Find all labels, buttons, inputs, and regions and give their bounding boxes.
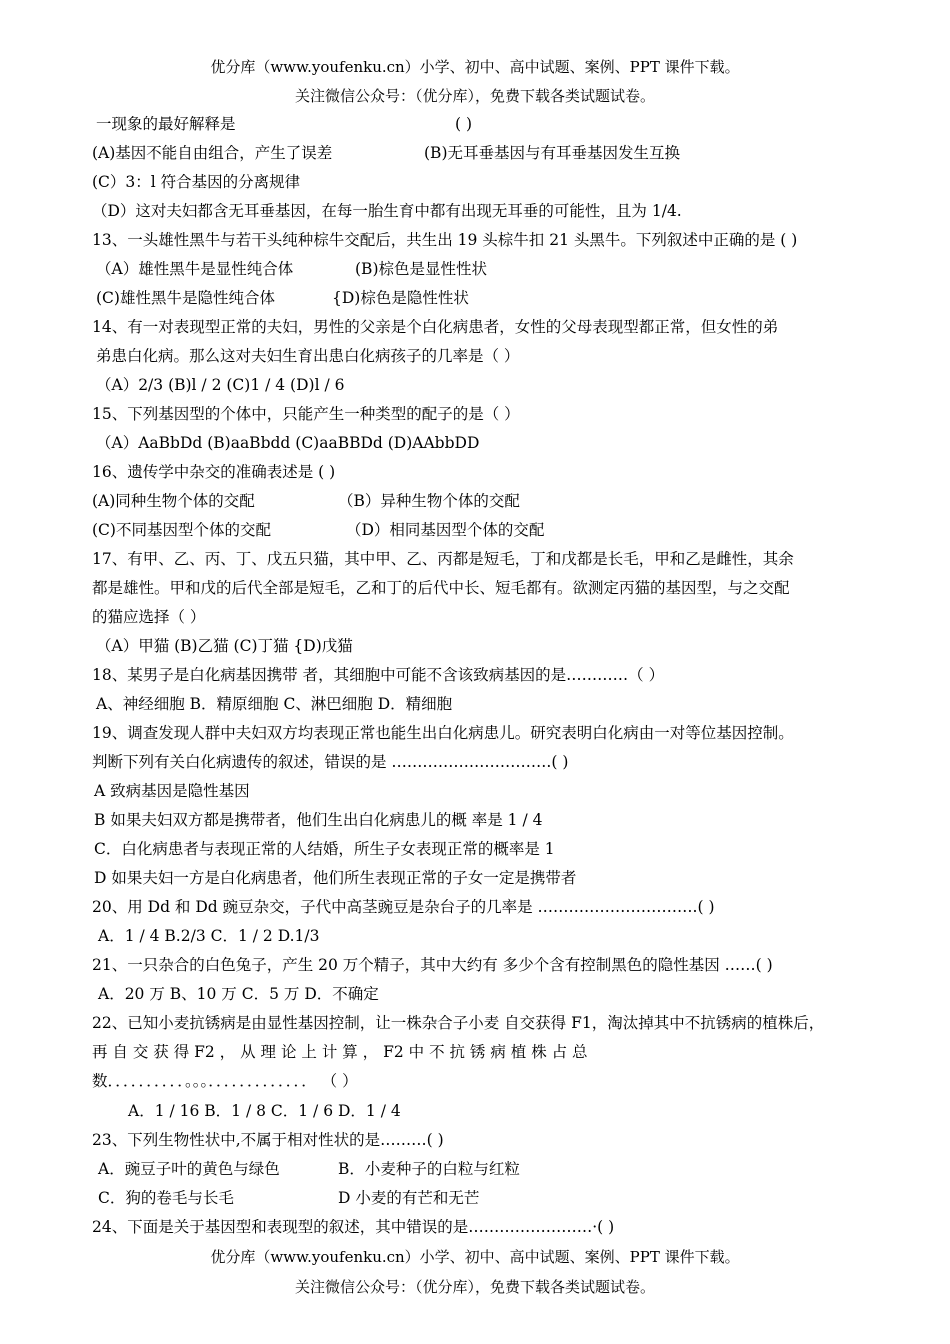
q12-option-b: (B)无耳垂基因与有耳垂基因发生互换 bbox=[424, 144, 680, 162]
q20-options: A．1 / 4 B.2/3 C．1 / 2 D.1/3 bbox=[98, 927, 320, 945]
q22-stem-line-2: 再 自 交 获 得 F2 ， 从 理 论 上 计 算 ， F2 中 不 抗 锈 病 植 株 占 总 bbox=[92, 1043, 588, 1061]
q15-stem: 15、下列基因型的个体中，只能产生一种类型的配子的是（ ） bbox=[92, 405, 520, 423]
q14-options: （A）2/3 (B)l / 2 (C)1 / 4 (D)l / 6 bbox=[96, 376, 345, 394]
q15-options: （A）AaBbDd (B)aaBbdd (C)aaBBDd (D)AAbbDD bbox=[96, 434, 480, 452]
q23-option-c: C．狗的卷毛与长毛 bbox=[98, 1189, 234, 1207]
q14-stem-line-2: 弟患白化病。那么这对夫妇生育出患白化病孩子的几率是（ ） bbox=[96, 347, 520, 365]
q22-options: A．1 / 16 B．1 / 8 C．1 / 6 D．1 / 4 bbox=[128, 1102, 401, 1120]
q23-option-d: D 小麦的有芒和无芒 bbox=[338, 1189, 480, 1207]
q13-option-b: (B)棕色是显性性状 bbox=[355, 260, 487, 278]
footer-line-2: 关注微信公众号：（优分库），免费下载各类试题试卷。 bbox=[294, 1278, 655, 1296]
q12-answer-paren: ( ) bbox=[455, 115, 473, 133]
q12-stem: 一现象的最好解释是 bbox=[96, 115, 236, 133]
header-line-1: 优分库（www.youfenku.cn）小学、初中、高中试题、案例、PPT 课件下载。 bbox=[210, 58, 740, 76]
q23-option-b: B．小麦种子的白粒与红粒 bbox=[338, 1160, 520, 1178]
q16-option-b: （B）异种生物个体的交配 bbox=[338, 492, 520, 510]
header-line-2: 关注微信公众号：（优分库），免费下载各类试题试卷。 bbox=[294, 87, 655, 105]
q16-option-d: （D）相同基因型个体的交配 bbox=[346, 521, 545, 539]
q13-stem: 13、一头雄性黑牛与若干头纯种棕牛交配后，共生出 19 头棕牛扣 21 头黑牛。下列叙述中正确的是 ( ) bbox=[92, 231, 798, 249]
q23-option-a: A．豌豆子叶的黄色与绿色 bbox=[98, 1160, 280, 1178]
footer-line-1: 优分库（www.youfenku.cn）小学、初中、高中试题、案例、PPT 课件下载。 bbox=[210, 1248, 740, 1266]
q17-stem-line-1: 17、有甲、乙、丙、丁、戊五只猫，其中甲、乙、丙都是短毛，丁和戊都是长毛，甲和乙是雌性，其余 bbox=[92, 550, 794, 568]
q12-option-c: (C）3：l 符合基因的分离规律 bbox=[92, 173, 301, 191]
q12-option-d: （D）这对夫妇都含无耳垂基因，在每一胎生育中都有出现无耳垂的可能性，且为 1/4. bbox=[92, 202, 682, 220]
q22-stem-line-3: 数．．．．．．．．．．。。。．．．．．．．．．．．．． （ ） bbox=[92, 1072, 358, 1090]
q19-stem-line-1: 19、调查发现人群中夫妇双方均表现正常也能生出白化病患儿。研究表明白化病由一对等位基因控制。 bbox=[92, 724, 794, 742]
q16-stem: 16、遗传学中杂交的准确表述是 ( ) bbox=[92, 463, 336, 481]
q16-option-c: (C)不同基因型个体的交配 bbox=[92, 521, 271, 539]
q21-options: A．20 万 B、10 万 C．5 万 D．不确定 bbox=[98, 985, 379, 1003]
q14-stem-line-1: 14、有一对表现型正常的夫妇，男性的父亲是个白化病患者，女性的父母表现型都正常，但女性的弟 bbox=[92, 318, 779, 336]
q18-stem: 18、某男子是白化病基因携带 者，其细胞中可能不含该致病基因的是…………（ ） bbox=[92, 666, 665, 684]
q13-option-c: (C)雄性黑牛是隐性纯合体 bbox=[96, 289, 275, 307]
q19-option-c: C．白化病患者与表现正常的人结婚，所生子女表现正常的概率是 1 bbox=[94, 840, 555, 858]
q13-option-a: （A）雄性黑牛是显性纯合体 bbox=[96, 260, 294, 278]
q18-options: A、神经细胞 B．精原细胞 C、淋巴细胞 D．精细胞 bbox=[96, 695, 453, 713]
q17-stem-line-2: 都是雄性。甲和戊的后代全部是短毛，乙和丁的后代中长、短毛都有。欲测定丙猫的基因型，与之交配 bbox=[92, 579, 790, 597]
q19-option-b: B 如果夫妇双方都是携带者，他们生出白化病患儿的概 率是 1 / 4 bbox=[94, 811, 543, 829]
q17-stem-line-3: 的猫应选择（ ） bbox=[92, 608, 206, 626]
q19-option-d: D 如果夫妇一方是白化病患者，他们所生表现正常的子女一定是携带者 bbox=[94, 869, 577, 887]
q24-stem: 24、下面是关于基因型和表现型的叙述，其中错误的是……………………·( ) bbox=[92, 1218, 615, 1236]
q13-option-d: {D)棕色是隐性性状 bbox=[332, 289, 469, 307]
q23-stem: 23、下列生物性状中,不属于相对性状的是………( ) bbox=[92, 1131, 444, 1149]
q20-stem: 20、用 Dd 和 Dd 豌豆杂交，子代中高茎豌豆是杂台子的几率是 ………………………….( ) bbox=[92, 898, 715, 916]
q19-option-a: A 致病基因是隐性基因 bbox=[94, 782, 250, 800]
q17-options: （A）甲猫 (B)乙猫 (C)丁猫 {D)戊猫 bbox=[96, 637, 353, 655]
q16-option-a: (A)同种生物个体的交配 bbox=[92, 492, 255, 510]
q22-stem-line-1: 22、已知小麦抗锈病是由显性基因控制，让一株杂合子小麦 自交获得 F1，淘汰掉其中不抗锈病的植株后， bbox=[92, 1014, 825, 1032]
q19-stem-line-2: 判断下列有关白化病遗传的叙述，错误的是 ………………………….( ) bbox=[92, 753, 569, 771]
q21-stem: 21、一只杂合的白色兔子，产生 20 万个精子，其中大约有 多少个含有控制黑色的隐性基因 ……( ) bbox=[92, 956, 773, 974]
q12-option-a: (A)基因不能自由组合，产生了误差 bbox=[92, 144, 333, 162]
